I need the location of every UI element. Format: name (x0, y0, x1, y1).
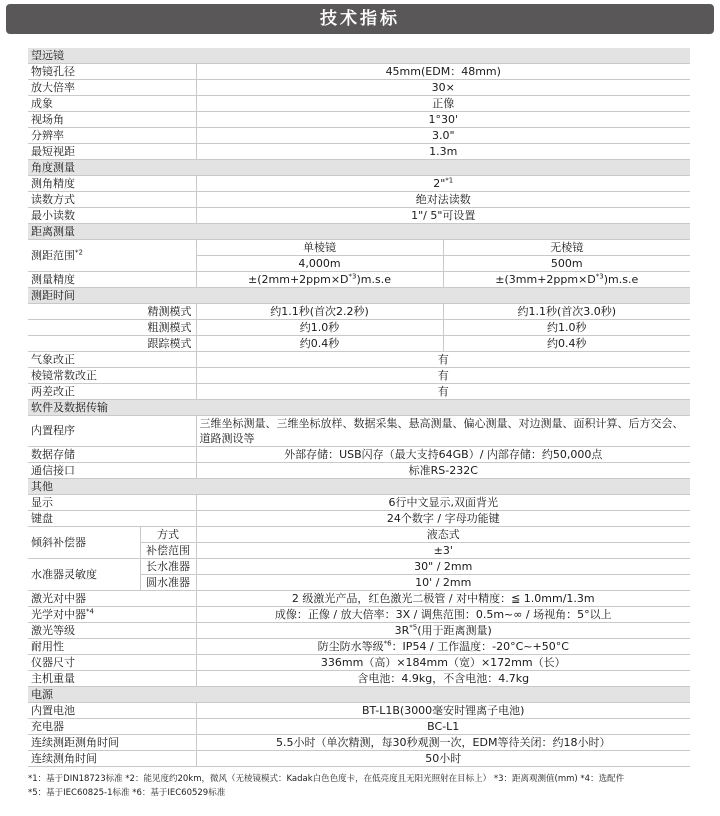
spec-label: 气象改正 (28, 352, 196, 368)
value-text: ±(2mm+2ppm×D (248, 272, 349, 286)
spec-label: 激光等级 (28, 623, 196, 639)
prism-range: 4,000m (196, 256, 443, 272)
spec-value: 含电池：4.9kg，不含电池：4.7kg (196, 671, 690, 687)
spec-row (28, 80, 690, 96)
spec-label: 两差改正 (28, 384, 196, 400)
spec-value (196, 639, 690, 655)
value-text: 2" (433, 176, 446, 190)
section-header: 望远镜 (28, 48, 690, 64)
spec-value: 液态式 (196, 527, 690, 543)
section-header: 其他 (28, 479, 690, 495)
spec-value: 336mm（高）×184mm（宽）×172mm（长） (196, 655, 690, 671)
spec-value: 30" / 2mm (196, 559, 690, 575)
spec-label: 连续测距测角时间 (28, 735, 196, 751)
spec-label: 仪器尺寸 (28, 655, 196, 671)
spec-value: 6行中文显示,双面背光 (196, 495, 690, 511)
spec-label: 数据存储 (28, 447, 196, 463)
spec-row (28, 607, 690, 623)
spec-label: 测量精度 (28, 272, 196, 288)
spec-row (28, 336, 690, 352)
spec-value: 45mm(EDM：48mm) (196, 64, 690, 80)
spec-table (28, 48, 690, 767)
spec-row (28, 703, 690, 719)
prism-time: 约1.0秒 (196, 320, 443, 336)
value-suffix: (用于距离测量) (417, 623, 492, 637)
section-header: 软件及数据传输 (28, 400, 690, 416)
spec-value (196, 623, 690, 639)
section-header: 角度测量 (28, 160, 690, 176)
spec-row (28, 559, 690, 575)
spec-row (28, 368, 690, 384)
section-angle (28, 160, 690, 176)
spec-row (28, 463, 690, 479)
spec-row (28, 384, 690, 400)
footnote-line: *5：基于IEC60825-1标准 *6：基于IEC60529标准 (28, 788, 226, 798)
spec-row (28, 655, 690, 671)
reflectorless-range: 500m (443, 256, 690, 272)
spec-row (28, 64, 690, 80)
spec-value (196, 176, 690, 192)
spec-row (28, 527, 690, 543)
footnote-mark: *2 (75, 247, 83, 256)
spec-label: 内置程序 (28, 416, 196, 447)
spec-label: 读数方式 (28, 192, 196, 208)
spec-label: 倾斜补偿器 (28, 527, 140, 559)
mode-label: 粗测模式 (28, 320, 196, 336)
spec-label (28, 607, 196, 623)
value-text: 防尘防水等级 (317, 639, 384, 653)
section-distance (28, 224, 690, 240)
spec-row (28, 495, 690, 511)
spec-label: 通信接口 (28, 463, 196, 479)
spec-value: 50小时 (196, 751, 690, 767)
spec-label: 最小读数 (28, 208, 196, 224)
footnotes (28, 772, 708, 800)
section-software (28, 400, 690, 416)
reflectorless-time: 约1.1秒(首次3.0秒) (443, 304, 690, 320)
spec-label: 连续测角时间 (28, 751, 196, 767)
spec-value: 有 (196, 368, 690, 384)
spec-row (28, 671, 690, 687)
spec-row (28, 240, 690, 256)
spec-row (28, 320, 690, 336)
section-other (28, 479, 690, 495)
spec-value: 1.3m (196, 144, 690, 160)
footnote-mark: *4 (86, 606, 94, 615)
spec-row (28, 192, 690, 208)
spec-label: 充电器 (28, 719, 196, 735)
spec-label: 棱镜常数改正 (28, 368, 196, 384)
spec-value: 成像：正像 / 放大倍率：3X / 调焦范围：0.5m~∞ / 场视角：5°以上 (196, 607, 690, 623)
footnote-line: *1：基于DIN18723标准 *2：能见度约20km，微风（无棱镜模式：Kadak白色色度卡，在低亮度且无阳光照射在目标上） *3：距离观测值(mm) *4：选配件 (28, 774, 625, 784)
spec-row (28, 96, 690, 112)
spec-row (28, 735, 690, 751)
spec-row (28, 176, 690, 192)
spec-value: 1°30' (196, 112, 690, 128)
section-power (28, 687, 690, 703)
spec-label (28, 240, 196, 272)
section-header: 测距时间 (28, 288, 690, 304)
spec-row (28, 623, 690, 639)
spec-value: 24个数字 / 字母功能键 (196, 511, 690, 527)
spec-row (28, 128, 690, 144)
spec-label: 放大倍率 (28, 80, 196, 96)
spec-label: 测角精度 (28, 176, 196, 192)
reflectorless-time: 约1.0秒 (443, 320, 690, 336)
spec-label: 激光对中器 (28, 591, 196, 607)
sub-label: 补偿范围 (140, 543, 196, 559)
spec-label: 成象 (28, 96, 196, 112)
footnote-mark: *6 (383, 638, 392, 647)
spec-value: 标准RS-232C (196, 463, 690, 479)
mode-label: 跟踪模式 (28, 336, 196, 352)
spec-label: 键盘 (28, 511, 196, 527)
value-suffix: )m.s.e (356, 272, 391, 286)
reflectorless-accuracy (443, 272, 690, 288)
spec-label: 水准器灵敏度 (28, 559, 140, 591)
spec-value: 三维坐标测量、三维坐标放样、数据采集、悬高测量、偏心测量、对边测量、面积计算、后方交会、道路测设等 (196, 416, 690, 447)
spec-value: 有 (196, 384, 690, 400)
spec-value: 2 级激光产品，红色激光二极管 / 对中精度：≦ 1.0mm/1.3m (196, 591, 690, 607)
spec-row (28, 416, 690, 447)
section-measure-time (28, 288, 690, 304)
spec-row (28, 352, 690, 368)
spec-label: 视场角 (28, 112, 196, 128)
section-telescope (28, 48, 690, 64)
prism-header: 单棱镜 (196, 240, 443, 256)
spec-value: ±3' (196, 543, 690, 559)
spec-label: 分辨率 (28, 128, 196, 144)
value-suffix: )m.s.e (603, 272, 639, 286)
spec-label: 显示 (28, 495, 196, 511)
spec-row (28, 208, 690, 224)
spec-value: 正像 (196, 96, 690, 112)
spec-row (28, 591, 690, 607)
prism-accuracy (196, 272, 443, 288)
footnote-mark: *3 (348, 271, 357, 280)
reflectorless-time: 约0.4秒 (443, 336, 690, 352)
spec-row (28, 112, 690, 128)
spec-value: 30× (196, 80, 690, 96)
spec-label: 内置电池 (28, 703, 196, 719)
footnote-mark: *1 (445, 175, 454, 184)
spec-label: 主机重量 (28, 671, 196, 687)
spec-value: 10' / 2mm (196, 575, 690, 591)
spec-value: BT-L1B(3000毫安时锂离子电池) (196, 703, 690, 719)
spec-value: 有 (196, 352, 690, 368)
spec-value: BC-L1 (196, 719, 690, 735)
sub-label: 方式 (140, 527, 196, 543)
spec-row (28, 639, 690, 655)
footnote-mark: *3 (595, 271, 604, 280)
label-text: 光学对中器 (31, 607, 86, 621)
prism-time: 约0.4秒 (196, 336, 443, 352)
spec-value: 3.0" (196, 128, 690, 144)
sub-label: 长水准器 (140, 559, 196, 575)
spec-row (28, 272, 690, 288)
spec-value: 绝对法读数 (196, 192, 690, 208)
prism-time: 约1.1秒(首次2.2秒) (196, 304, 443, 320)
footnote-mark: *5 (409, 622, 418, 631)
section-header: 距离测量 (28, 224, 690, 240)
value-text: ±(3mm+2ppm×D (495, 272, 596, 286)
spec-row (28, 751, 690, 767)
spec-label: 最短视距 (28, 144, 196, 160)
spec-row (28, 511, 690, 527)
spec-value: 1"/ 5"可设置 (196, 208, 690, 224)
label-text: 测距范围 (31, 248, 75, 262)
spec-row (28, 144, 690, 160)
value-suffix: ：IP54 / 工作温度：-20°C~+50°C (391, 639, 569, 653)
spec-row (28, 304, 690, 320)
spec-value: 外部存储：USB闪存（最大支持64GB）/ 内部存储：约50,000点 (196, 447, 690, 463)
sub-label: 圆水准器 (140, 575, 196, 591)
spec-label: 物镜孔径 (28, 64, 196, 80)
value-text: 3R (394, 623, 410, 637)
spec-label: 耐用性 (28, 639, 196, 655)
spec-row (28, 447, 690, 463)
section-header: 电源 (28, 687, 690, 703)
reflectorless-header: 无棱镜 (443, 240, 690, 256)
mode-label: 精测模式 (28, 304, 196, 320)
page-title: 技术指标 (6, 4, 714, 34)
spec-row (28, 719, 690, 735)
spec-value: 5.5小时（单次精测，每30秒观测一次，EDM等待关闭：约18小时） (196, 735, 690, 751)
